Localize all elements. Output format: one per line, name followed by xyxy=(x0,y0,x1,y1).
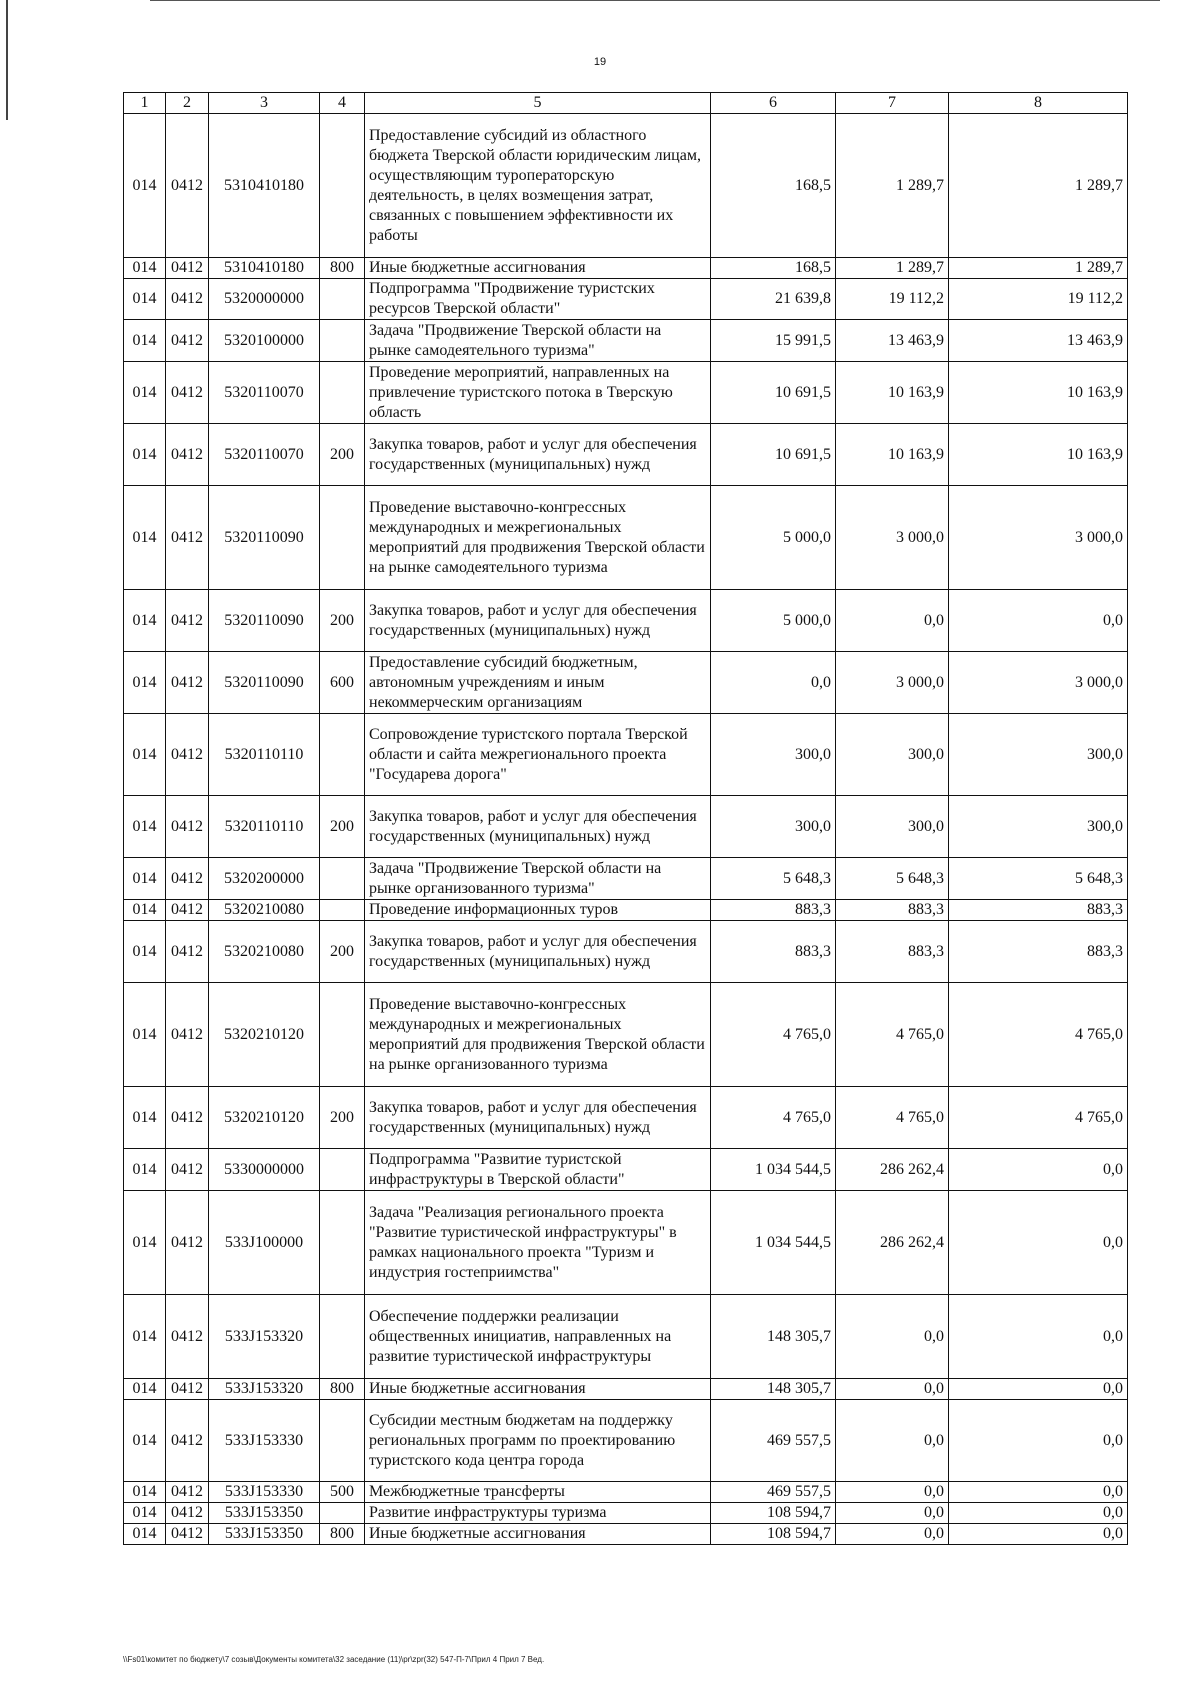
cell-col-6: 168,5 xyxy=(711,258,836,279)
cell-col-7: 300,0 xyxy=(836,714,949,796)
cell-col-3: 5320200000 xyxy=(209,858,320,900)
cell-col-1: 014 xyxy=(124,1379,166,1400)
header-cell: 4 xyxy=(320,93,365,114)
cell-col-5: Предоставление субсидий бюджетным, автономным учреждениям и иным некоммерческим организациям xyxy=(365,652,711,714)
table-row xyxy=(124,320,1128,362)
cell-col-8: 3 000,0 xyxy=(949,486,1128,590)
table-row xyxy=(124,858,1128,900)
cell-col-1: 014 xyxy=(124,921,166,983)
cell-col-5: Развитие инфраструктуры туризма xyxy=(365,1503,711,1524)
cell-col-1: 014 xyxy=(124,590,166,652)
cell-col-5: Проведение информационных туров xyxy=(365,900,711,921)
page-number: 19 xyxy=(593,56,607,68)
cell-col-3: 5320210080 xyxy=(209,900,320,921)
table-row xyxy=(124,1379,1128,1400)
cell-col-4: 200 xyxy=(320,1087,365,1149)
table-row xyxy=(124,1149,1128,1191)
cell-col-7: 883,3 xyxy=(836,921,949,983)
cell-col-3: 5310410180 xyxy=(209,258,320,279)
cell-col-8: 5 648,3 xyxy=(949,858,1128,900)
cell-col-4: 500 xyxy=(320,1482,365,1503)
cell-col-7: 0,0 xyxy=(836,1482,949,1503)
cell-col-4: 800 xyxy=(320,1524,365,1545)
cell-col-1: 014 xyxy=(124,1482,166,1503)
cell-col-1: 014 xyxy=(124,1149,166,1191)
cell-col-5: Предоставление субсидий из областного бюджета Тверской области юридическим лицам, осуществляющим туроператорскую деятельность, в целях возмещения затрат, связанных с повышением эффективности их работы xyxy=(365,114,711,258)
cell-col-4 xyxy=(320,1400,365,1482)
header-cell: 8 xyxy=(949,93,1128,114)
cell-col-4: 800 xyxy=(320,1379,365,1400)
header-cell: 7 xyxy=(836,93,949,114)
cell-col-4 xyxy=(320,486,365,590)
cell-col-3: 533J153330 xyxy=(209,1400,320,1482)
cell-col-2: 0412 xyxy=(166,1295,209,1379)
cell-col-6: 4 765,0 xyxy=(711,983,836,1087)
cell-col-8: 883,3 xyxy=(949,900,1128,921)
cell-col-4 xyxy=(320,714,365,796)
table-row xyxy=(124,1482,1128,1503)
cell-col-6: 5 000,0 xyxy=(711,590,836,652)
cell-col-1: 014 xyxy=(124,279,166,320)
cell-col-1: 014 xyxy=(124,652,166,714)
cell-col-4: 200 xyxy=(320,796,365,858)
cell-col-4 xyxy=(320,1503,365,1524)
cell-col-3: 5310410180 xyxy=(209,114,320,258)
cell-col-1: 014 xyxy=(124,114,166,258)
cell-col-4 xyxy=(320,279,365,320)
cell-col-8: 0,0 xyxy=(949,1149,1128,1191)
cell-col-6: 883,3 xyxy=(711,900,836,921)
cell-col-8: 10 163,9 xyxy=(949,362,1128,424)
cell-col-7: 300,0 xyxy=(836,796,949,858)
cell-col-2: 0412 xyxy=(166,1191,209,1295)
cell-col-8: 10 163,9 xyxy=(949,424,1128,486)
cell-col-1: 014 xyxy=(124,424,166,486)
cell-col-5: Иные бюджетные ассигнования xyxy=(365,1524,711,1545)
cell-col-4: 200 xyxy=(320,921,365,983)
cell-col-6: 168,5 xyxy=(711,114,836,258)
table-row xyxy=(124,486,1128,590)
cell-col-4 xyxy=(320,1191,365,1295)
cell-col-6: 5 000,0 xyxy=(711,486,836,590)
header-cell: 2 xyxy=(166,93,209,114)
cell-col-6: 300,0 xyxy=(711,796,836,858)
cell-col-3: 5320110090 xyxy=(209,590,320,652)
table-row xyxy=(124,424,1128,486)
cell-col-5: Подпрограмма "Развитие туристской инфраструктуры в Тверской области" xyxy=(365,1149,711,1191)
cell-col-2: 0412 xyxy=(166,1149,209,1191)
cell-col-1: 014 xyxy=(124,1503,166,1524)
cell-col-6: 300,0 xyxy=(711,714,836,796)
cell-col-7: 4 765,0 xyxy=(836,1087,949,1149)
cell-col-3: 5320210080 xyxy=(209,921,320,983)
cell-col-5: Задача "Продвижение Тверской области на рынке организованного туризма" xyxy=(365,858,711,900)
cell-col-3: 533J153320 xyxy=(209,1295,320,1379)
table-row xyxy=(124,1524,1128,1545)
cell-col-3: 5320110070 xyxy=(209,424,320,486)
cell-col-7: 3 000,0 xyxy=(836,486,949,590)
cell-col-6: 0,0 xyxy=(711,652,836,714)
cell-col-8: 3 000,0 xyxy=(949,652,1128,714)
cell-col-8: 0,0 xyxy=(949,1503,1128,1524)
cell-col-7: 1 289,7 xyxy=(836,258,949,279)
cell-col-1: 014 xyxy=(124,858,166,900)
cell-col-3: 5320210120 xyxy=(209,983,320,1087)
table-row xyxy=(124,590,1128,652)
cell-col-8: 0,0 xyxy=(949,590,1128,652)
cell-col-2: 0412 xyxy=(166,1503,209,1524)
table-row xyxy=(124,900,1128,921)
cell-col-8: 0,0 xyxy=(949,1524,1128,1545)
cell-col-3: 5320110110 xyxy=(209,796,320,858)
cell-col-2: 0412 xyxy=(166,858,209,900)
cell-col-1: 014 xyxy=(124,1524,166,1545)
cell-col-7: 286 262,4 xyxy=(836,1149,949,1191)
cell-col-5: Межбюджетные трансферты xyxy=(365,1482,711,1503)
cell-col-6: 883,3 xyxy=(711,921,836,983)
cell-col-2: 0412 xyxy=(166,983,209,1087)
cell-col-7: 19 112,2 xyxy=(836,279,949,320)
cell-col-4 xyxy=(320,1149,365,1191)
table-row xyxy=(124,796,1128,858)
cell-col-3: 533J100000 xyxy=(209,1191,320,1295)
cell-col-5: Подпрограмма "Продвижение туристских ресурсов Тверской области" xyxy=(365,279,711,320)
cell-col-3: 5320110090 xyxy=(209,486,320,590)
table-row xyxy=(124,983,1128,1087)
cell-col-2: 0412 xyxy=(166,652,209,714)
cell-col-5: Сопровождение туристского портала Тверской области и сайта межрегионального проекта "Государева дорога" xyxy=(365,714,711,796)
table-row xyxy=(124,1087,1128,1149)
cell-col-8: 883,3 xyxy=(949,921,1128,983)
cell-col-4: 600 xyxy=(320,652,365,714)
cell-col-8: 0,0 xyxy=(949,1295,1128,1379)
header-cell: 1 xyxy=(124,93,166,114)
cell-col-5: Задача "Реализация регионального проекта "Развитие туристической инфраструктуры" в рамках национального проекта "Туризм и индустрия гостеприимства" xyxy=(365,1191,711,1295)
cell-col-2: 0412 xyxy=(166,1379,209,1400)
cell-col-8: 300,0 xyxy=(949,714,1128,796)
budget-table xyxy=(123,92,1128,1545)
cell-col-2: 0412 xyxy=(166,1087,209,1149)
table-row xyxy=(124,652,1128,714)
header-cell: 3 xyxy=(209,93,320,114)
cell-col-7: 1 289,7 xyxy=(836,114,949,258)
cell-col-7: 10 163,9 xyxy=(836,362,949,424)
header-cell: 6 xyxy=(711,93,836,114)
cell-col-2: 0412 xyxy=(166,590,209,652)
cell-col-5: Закупка товаров, работ и услуг для обеспечения государственных (муниципальных) нужд xyxy=(365,1087,711,1149)
cell-col-7: 0,0 xyxy=(836,590,949,652)
cell-col-2: 0412 xyxy=(166,424,209,486)
cell-col-4 xyxy=(320,983,365,1087)
cell-col-5: Субсидии местным бюджетам на поддержку региональных программ по проектированию туристского кода центра города xyxy=(365,1400,711,1482)
table-row xyxy=(124,362,1128,424)
cell-col-6: 1 034 544,5 xyxy=(711,1191,836,1295)
cell-col-6: 148 305,7 xyxy=(711,1379,836,1400)
cell-col-6: 108 594,7 xyxy=(711,1524,836,1545)
cell-col-2: 0412 xyxy=(166,258,209,279)
cell-col-6: 5 648,3 xyxy=(711,858,836,900)
cell-col-1: 014 xyxy=(124,1295,166,1379)
table-row xyxy=(124,921,1128,983)
cell-col-5: Обеспечение поддержки реализации общественных инициатив, направленных на развитие туристической инфраструктуры xyxy=(365,1295,711,1379)
cell-col-8: 0,0 xyxy=(949,1482,1128,1503)
cell-col-1: 014 xyxy=(124,900,166,921)
cell-col-1: 014 xyxy=(124,983,166,1087)
cell-col-5: Закупка товаров, работ и услуг для обеспечения государственных (муниципальных) нужд xyxy=(365,424,711,486)
cell-col-2: 0412 xyxy=(166,714,209,796)
table-row xyxy=(124,114,1128,258)
cell-col-7: 286 262,4 xyxy=(836,1191,949,1295)
cell-col-4: 200 xyxy=(320,590,365,652)
cell-col-5: Иные бюджетные ассигнования xyxy=(365,1379,711,1400)
cell-col-8: 4 765,0 xyxy=(949,983,1128,1087)
cell-col-1: 014 xyxy=(124,714,166,796)
cell-col-6: 10 691,5 xyxy=(711,424,836,486)
file-path-footer: \\Fs01\комитет по бюджету\7 созыв\Документы комитета\32 заседание (11)\pr\zpr(32) 547-П-7\Прил 4 Прил 7 Вед. xyxy=(123,1655,545,1664)
cell-col-2: 0412 xyxy=(166,320,209,362)
cell-col-8: 0,0 xyxy=(949,1191,1128,1295)
table-row xyxy=(124,258,1128,279)
cell-col-6: 15 991,5 xyxy=(711,320,836,362)
cell-col-3: 5330000000 xyxy=(209,1149,320,1191)
cell-col-4 xyxy=(320,320,365,362)
cell-col-4 xyxy=(320,858,365,900)
cell-col-8: 0,0 xyxy=(949,1400,1128,1482)
cell-col-7: 4 765,0 xyxy=(836,983,949,1087)
cell-col-8: 1 289,7 xyxy=(949,114,1128,258)
cell-col-5: Проведение выставочно-конгрессных международных и межрегиональных мероприятий для продвижения Тверской области на рынке организованного туризма xyxy=(365,983,711,1087)
cell-col-3: 533J153330 xyxy=(209,1482,320,1503)
cell-col-6: 469 557,5 xyxy=(711,1482,836,1503)
cell-col-4: 800 xyxy=(320,258,365,279)
cell-col-3: 5320000000 xyxy=(209,279,320,320)
cell-col-3: 533J153350 xyxy=(209,1503,320,1524)
cell-col-8: 0,0 xyxy=(949,1379,1128,1400)
cell-col-8: 300,0 xyxy=(949,796,1128,858)
cell-col-4 xyxy=(320,1295,365,1379)
scan-top-rule xyxy=(150,0,1160,1)
cell-col-3: 5320110110 xyxy=(209,714,320,796)
cell-col-5: Проведение выставочно-конгрессных международных и межрегиональных мероприятий для продвижения Тверской области на рынке самодеятельного туризма xyxy=(365,486,711,590)
cell-col-1: 014 xyxy=(124,320,166,362)
table-row xyxy=(124,714,1128,796)
cell-col-1: 014 xyxy=(124,486,166,590)
cell-col-2: 0412 xyxy=(166,900,209,921)
cell-col-4 xyxy=(320,362,365,424)
cell-col-3: 533J153320 xyxy=(209,1379,320,1400)
cell-col-8: 4 765,0 xyxy=(949,1087,1128,1149)
cell-col-2: 0412 xyxy=(166,1482,209,1503)
cell-col-1: 014 xyxy=(124,796,166,858)
cell-col-5: Закупка товаров, работ и услуг для обеспечения государственных (муниципальных) нужд xyxy=(365,796,711,858)
cell-col-7: 0,0 xyxy=(836,1524,949,1545)
cell-col-1: 014 xyxy=(124,1400,166,1482)
header-cell: 5 xyxy=(365,93,711,114)
cell-col-2: 0412 xyxy=(166,114,209,258)
cell-col-8: 19 112,2 xyxy=(949,279,1128,320)
table-header-row xyxy=(124,93,1128,114)
cell-col-5: Закупка товаров, работ и услуг для обеспечения государственных (муниципальных) нужд xyxy=(365,590,711,652)
cell-col-6: 108 594,7 xyxy=(711,1503,836,1524)
cell-col-2: 0412 xyxy=(166,279,209,320)
cell-col-7: 0,0 xyxy=(836,1295,949,1379)
cell-col-7: 0,0 xyxy=(836,1503,949,1524)
cell-col-8: 13 463,9 xyxy=(949,320,1128,362)
cell-col-7: 5 648,3 xyxy=(836,858,949,900)
cell-col-2: 0412 xyxy=(166,921,209,983)
table-row xyxy=(124,279,1128,320)
cell-col-1: 014 xyxy=(124,1191,166,1295)
cell-col-3: 5320110070 xyxy=(209,362,320,424)
table-row xyxy=(124,1191,1128,1295)
cell-col-3: 5320210120 xyxy=(209,1087,320,1149)
cell-col-6: 10 691,5 xyxy=(711,362,836,424)
table-row xyxy=(124,1503,1128,1524)
cell-col-5: Иные бюджетные ассигнования xyxy=(365,258,711,279)
cell-col-7: 883,3 xyxy=(836,900,949,921)
table-body xyxy=(124,114,1128,1545)
cell-col-7: 0,0 xyxy=(836,1400,949,1482)
cell-col-6: 21 639,8 xyxy=(711,279,836,320)
cell-col-6: 1 034 544,5 xyxy=(711,1149,836,1191)
cell-col-5: Задача "Продвижение Тверской области на рынке самодеятельного туризма" xyxy=(365,320,711,362)
cell-col-1: 014 xyxy=(124,1087,166,1149)
cell-col-7: 10 163,9 xyxy=(836,424,949,486)
cell-col-1: 014 xyxy=(124,258,166,279)
cell-col-7: 3 000,0 xyxy=(836,652,949,714)
cell-col-4 xyxy=(320,114,365,258)
cell-col-5: Закупка товаров, работ и услуг для обеспечения государственных (муниципальных) нужд xyxy=(365,921,711,983)
cell-col-3: 533J153350 xyxy=(209,1524,320,1545)
cell-col-7: 0,0 xyxy=(836,1379,949,1400)
cell-col-5: Проведение мероприятий, направленных на привлечение туристского потока в Тверскую область xyxy=(365,362,711,424)
cell-col-6: 148 305,7 xyxy=(711,1295,836,1379)
cell-col-4 xyxy=(320,900,365,921)
table-row xyxy=(124,1295,1128,1379)
cell-col-2: 0412 xyxy=(166,1400,209,1482)
cell-col-7: 13 463,9 xyxy=(836,320,949,362)
table-row xyxy=(124,1400,1128,1482)
cell-col-3: 5320110090 xyxy=(209,652,320,714)
cell-col-2: 0412 xyxy=(166,486,209,590)
cell-col-1: 014 xyxy=(124,362,166,424)
cell-col-3: 5320100000 xyxy=(209,320,320,362)
cell-col-8: 1 289,7 xyxy=(949,258,1128,279)
cell-col-6: 4 765,0 xyxy=(711,1087,836,1149)
cell-col-6: 469 557,5 xyxy=(711,1400,836,1482)
cell-col-2: 0412 xyxy=(166,362,209,424)
cell-col-2: 0412 xyxy=(166,1524,209,1545)
cell-col-4: 200 xyxy=(320,424,365,486)
cell-col-2: 0412 xyxy=(166,796,209,858)
